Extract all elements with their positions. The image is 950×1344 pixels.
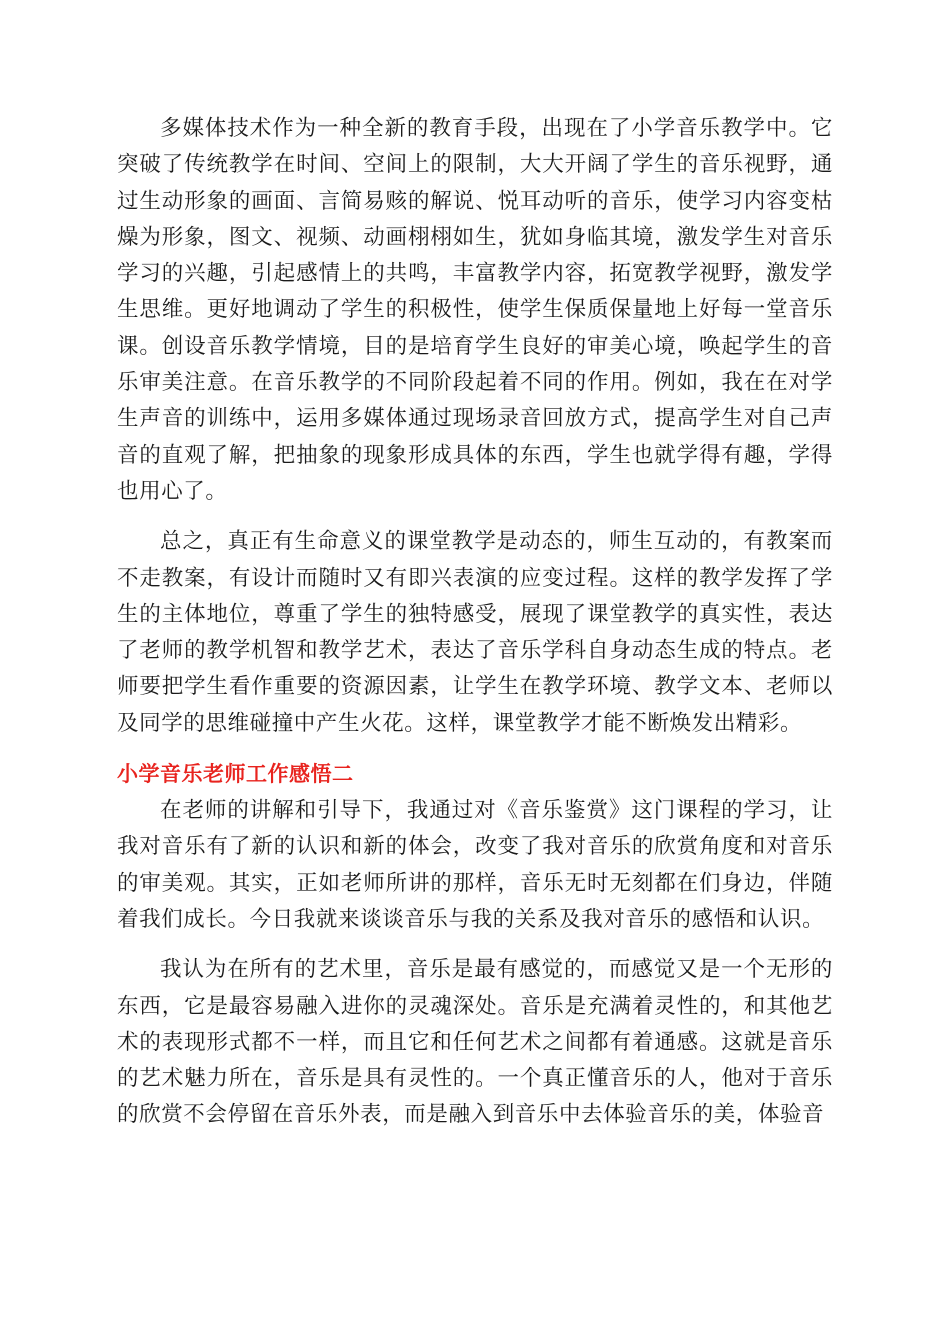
paragraph-music-art: 我认为在所有的艺术里，音乐是最有感觉的，而感觉又是一个无形的东西，它是最容易融入进你的灵魂深处。音乐是充满着灵性的，和其他艺术的表现形式都不一样，而且它和任何艺术之间都有着通感。这就是音乐的艺术魅力所在，音乐是具有灵性的。一个真正懂音乐的人，他对于音乐的欣赏不会停留在音乐外表，而是融入到音乐中去体验音乐的美，体验音 bbox=[117, 957, 833, 1128]
section-title: 小学音乐老师工作感悟二 bbox=[117, 762, 354, 787]
paragraph-course-learning: 在老师的讲解和引导下，我通过对《音乐鉴赏》这门课程的学习，让我对音乐有了新的认识和新的体会，改变了我对音乐的欣赏角度和对音乐的审美观。其实，正如老师所讲的那样，音乐无时无刻都在们身边，伴随着我们成长。今日我就来谈谈音乐与我的关系及我对音乐的感悟和认识。 bbox=[117, 798, 833, 932]
paragraph-conclusion: 总之，真正有生命意义的课堂教学是动态的，师生互动的，有教案而不走教案，有设计而随时又有即兴表演的应变过程。这样的教学发挥了学生的主体地位，尊重了学生的独特感受，展现了课堂教学的真实性，表达了老师的教学机智和教学艺术，表达了音乐学科自身动态生成的特点。老师要把学生看作重要的资源因素，让学生在教学环境、教学文本、老师以及同学的思维碰撞中产生火花。这样，课堂教学才能不断焕发出精彩。 bbox=[117, 529, 833, 736]
document-body bbox=[117, 111, 833, 1134]
paragraph-multimedia: 多媒体技术作为一种全新的教育手段，出现在了小学音乐教学中。它突破了传统教学在时间、空间上的限制，大大开阔了学生的音乐视野，通过生动形象的画面、言简易赅的解说、悦耳动听的音乐，使学习内容变枯燥为形象，图文、视频、动画栩栩如生，犹如身临其境，激发学生对音乐学习的兴趣，引起感情上的共鸣，丰富教学内容，拓宽教学视野，激发学生思维。更好地调动了学生的积极性，使学生保质保量地上好每一堂音乐课。创设音乐教学情境，目的是培育学生良好的审美心境，唤起学生的音乐审美注意。在音乐教学的不同阶段起着不同的作用。例如，我在在对学生声音的训练中，运用多媒体通过现场录音回放方式，提高学生对自己声音的直观了解，把抽象的现象形成具体的东西，学生也就学得有趣，学得也用心了。 bbox=[117, 116, 833, 504]
